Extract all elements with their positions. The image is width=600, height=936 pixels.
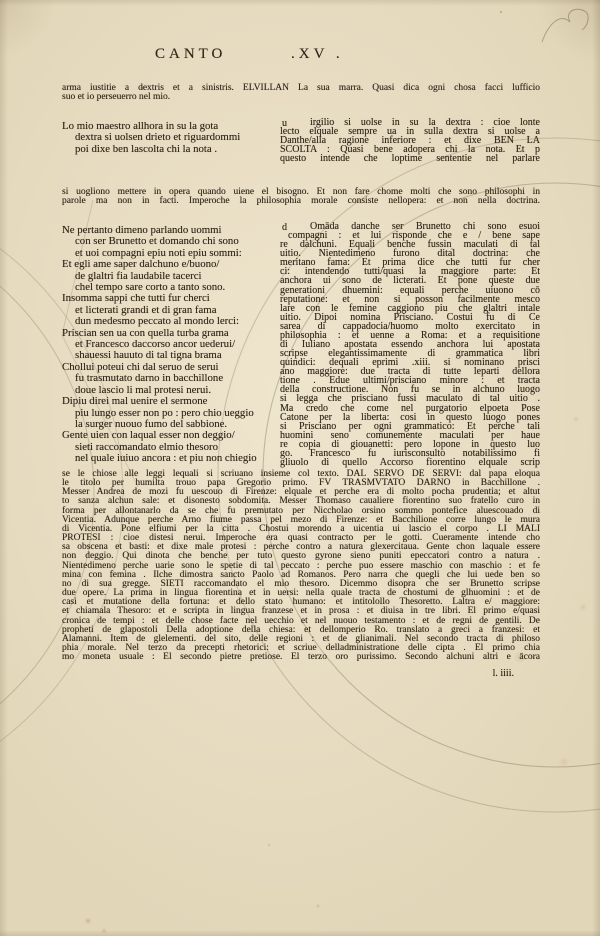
- signature-mark: l. iiii.: [492, 668, 514, 679]
- text-line: ci: intendendo tutti/quasi la maggiore parte: Et: [280, 266, 540, 278]
- text-line: dextra si uolsen drieto et riguardommi: [75, 131, 241, 144]
- text-line: shauessi hauuto di tal tigna brama: [75, 349, 222, 362]
- text-line: go. Francesco fu iurisconsulto notabilissimo fi: [280, 447, 540, 459]
- text-line: re copia di giouanetti: pero lopone in questo luo: [280, 438, 540, 450]
- text-line: lecto elquale sempre ua in sulla dextra si uolse a: [280, 126, 540, 138]
- commentary-column: [280, 118, 540, 163]
- text-line: Insomma sappi che tutti fur cherci: [62, 292, 210, 305]
- text-line: irgilio si uolse in su la dextra : cioe lonte: [310, 117, 540, 128]
- text-line: Ma credo che come nel purgatorio elpoeta Pose: [280, 402, 540, 414]
- text-line: meritano fama: Et prima dice che tutti fur cher: [280, 257, 540, 269]
- text-line: Gente uien con laqual esser non deggio/: [62, 429, 235, 442]
- text-line: et licterati grandi et di gran fama: [75, 303, 217, 316]
- text-line: due opere. La prima in lingua fiorentina et in uersi: nella quale tracta de chostumi de glhuomini : et de: [62, 588, 540, 599]
- text-line: si Prisciano per ogni grammatico: Et perche tali: [280, 420, 540, 432]
- text-line: et chiamala Thesoro: et e scripta in lingua franzese et in prosa : et diuisa in tre libri. El primo e/quasi: [62, 606, 540, 617]
- verse-and-commentary-row: [62, 222, 540, 467]
- pencil-squiggle: [542, 9, 588, 42]
- text-line: parole ma non in facti. Imperoche la philosophia morale consiste nellopera: et non nella doctrina.: [62, 196, 540, 207]
- text-line: uitio. Nientedimeno furono dital doctrina: che: [280, 248, 540, 260]
- text-line: Danthe/alla ragione inferiore : et dixe BEN LA: [280, 135, 540, 147]
- text-line: et Francesco daccorso ancor uederui/: [75, 338, 236, 351]
- text-line: compagni : et lui risponde che e / bene sape: [288, 230, 540, 242]
- text-line: re dalchuni. Equali benche fussin maculati di tal: [280, 239, 540, 251]
- text-line: Vicentia. Adunque perche Arno fiume passa pel mezo di Firenze: et Bacchilione corre lungo le mura: [62, 514, 540, 525]
- text-line: Et egli ame saper dalchuno e/buono/: [62, 258, 220, 271]
- running-title-canto: CANTO: [155, 46, 227, 62]
- signature-mark-row: [62, 663, 540, 681]
- text-line: dun medesmo peccato al mondo lerci:: [75, 315, 239, 328]
- text-line: la surger nuouo fumo del sabbione.: [75, 417, 228, 430]
- text-line: suo et io perseuerro nel mio.: [62, 92, 171, 103]
- text-line: no di sua gregge. SIETI raccomandato el mio thesoro. Dicemmo disopra che ser Brunetto scripse: [62, 578, 540, 589]
- text-line: Priscian sen ua con quella turba grama: [62, 326, 229, 339]
- text-line: tione . Edue ultimi/prisciano minore : et tracta: [280, 375, 540, 387]
- text-line: sa obscena et basti: et dixe male protesi : perche contro a natura glexercitaua. Gente chon laquale essere: [62, 542, 540, 553]
- text-line: lare con le femine caggiono piu che glaltri intale: [280, 302, 540, 314]
- text-line: Lo mio maestro allhora in su la gota: [62, 120, 219, 132]
- text-line: SCOLTA : Quasi bene adopera chi la nota. Et p: [280, 144, 540, 156]
- running-header: [0, 46, 600, 66]
- text-line: poi dixe ben lascolta chi la nota .: [75, 142, 218, 155]
- text-line: di Iuliano apostata essendo anchora lui apostata: [280, 339, 540, 351]
- text-line: Chollui poteui chi dal seruo de serui: [62, 360, 219, 373]
- text-line: Ne pertanto dimeno parlando uommi: [62, 224, 222, 236]
- commentary-continuation: [62, 188, 540, 206]
- text-line: quindici: dequali eprimi .xiii. si nominano prisci: [280, 357, 540, 369]
- text-line: de glaltri fia laudabile tacerci: [75, 269, 202, 282]
- commentary-column: [280, 222, 540, 467]
- text-line: sieti raccomandato elmio thesoro: [75, 440, 219, 453]
- text-line: se le chiose alle leggi lequali si scriuano insieme col texto. DAL SERVO DE SERVI: dal papa eloqua: [62, 469, 540, 479]
- text-line: et uoi compagni epiu noti epiu sommi:: [75, 246, 242, 259]
- verse-tercet: [62, 121, 280, 163]
- text-line: fu trasmutato darno in bacchillone: [75, 372, 224, 385]
- text-line: phia morale. Nel terzo da precepti rhetorici: et scriue delladministratione delle cipta . El primo chia: [62, 642, 540, 653]
- text-line: gliuolo di quello Accorso fiorentino elquale scrip: [280, 457, 540, 469]
- text-line: ano maggiore: due tracta di tutte leparti dellora: [280, 366, 540, 378]
- text-line: questo intende che loptime sententie nel parlare: [280, 153, 540, 165]
- text-line: chel tempo sare corto a tanto sono.: [75, 281, 226, 294]
- text-line: cronica de tempi : et delle chose facte nel uecchio et nel nuouo testamento : et de regni de gentili. De: [62, 615, 540, 626]
- text-line: arma iustitie a dextris et a sinistris. ELVILLAN La sua marra. Quasi dica ogni chosa facci lufficio: [62, 83, 540, 93]
- text-line: si legga che prisciano fussi maculato di tal uitio .: [280, 393, 540, 405]
- latin-gloss-paragraph: [62, 84, 540, 102]
- text-line: philosophia : et uenne a Roma: et a requisitione: [280, 329, 540, 341]
- text-line: anchora ui sono de licterati. Et pone queste due: [280, 275, 540, 287]
- text-line: della constructione. Non fu se in alchuno luogo: [280, 384, 540, 396]
- verse-tercets: [62, 225, 280, 467]
- text-line: piu lungo esser non po : pero chio ueggio: [75, 406, 254, 419]
- text-line: scripse elegantissimamente di grammatica libri: [280, 348, 540, 360]
- guide-letter: d: [282, 222, 287, 233]
- text-line: le titolo per humilta trouo papa Gregorio primo. FV TRASMVTATO DARNO in Bacchillone .: [62, 478, 540, 489]
- text-line: Nientedimeno perche uarie sono le spetie di tal peccato : perche puo essere maschio con maschio : et fe: [62, 560, 540, 571]
- text-line: reputatione: et non si posson facilmente mesco: [280, 293, 540, 305]
- text-line: Omāda danche ser Brunetto chi sono esuoi: [310, 221, 540, 232]
- commentary-full-width: [62, 470, 540, 662]
- text-line: generationi dhuemini: equali perche uiuono cō: [280, 284, 540, 296]
- text-line: sarea di cappadocia/huomo molto exercitato in: [280, 320, 540, 332]
- text-line: uitio. Dipoi nomina Prisciano. Costui fu di Ce: [280, 311, 540, 323]
- text-line: huomini seno comunemente maculati per haue: [280, 429, 540, 441]
- text-line: Catone per la liberta: cosi in questo luogo pones: [280, 411, 540, 423]
- verse-and-commentary-row: [62, 118, 540, 163]
- text-line: doue lascio li mal protesi nerui.: [75, 383, 212, 396]
- text-line: si uogliono mettere in opera quando uiene el bisogno. Et non fare chome molti che sono philosophi in: [62, 187, 540, 197]
- guide-letter: u: [282, 118, 287, 129]
- text-line: con ser Brunetto et domando chi sono: [75, 235, 239, 248]
- text-line: Alamanni. Item de glelementi. del sito, delle regioni : et de glianimali. Nel secondo tracta di philoso: [62, 633, 540, 644]
- text-line: Messer Andrea de mozi fu uescouo di Firenze: elquale et perche era di molto pocha prudentia; et altut: [62, 487, 540, 498]
- commentary-lines: [280, 222, 540, 467]
- text-line: to sanza alchun sale: et disonesto sobdomita. Messer Thomaso caualiere fiorentino suo fratello curo in: [62, 496, 540, 507]
- text-line: mina con femina . Ilche dimostra sancto Paolo ad Romanos. Pero narra che quegli che lui uede ben so: [62, 569, 540, 580]
- text-line: non deggio. Qui dinota che benche per tuto questo gyrone sieno puniti epeccatori contro a natura .: [62, 551, 540, 562]
- text-line: casi et mutatione della fortuna: et dello stato humano: et intitolollo Thesoretto. Laltra e/ maggiore:: [62, 597, 540, 608]
- text-line: di Vicentia. Pone elfiumi per la citta . Chostui morendo a uicentia ui lascio el corpo . LI MALI: [62, 523, 540, 534]
- text-line: PROTESI : cioe distesi nerui. Imperoche era quasi contracto per le gotti. Cueramente intende cho: [62, 533, 540, 544]
- text-line: forma per allontanarlo da se che fu premutato per Niccholao orsino sommo pontefice aluescouado di: [62, 505, 540, 516]
- running-title-number: .XV .: [291, 46, 344, 62]
- text-line: propheti de glapostoli Della adoptione della chiesa: et dellomperio Ro. translato a greci a franzesi: et: [62, 624, 540, 635]
- text-line: Dipiu direi mal uenire el sermone: [62, 395, 208, 408]
- text-line: nel quale iuiuo ancora : et piu non chiegio: [75, 452, 257, 465]
- text-line: mo moneta usuale : El secondo pietre pretiose. El terzo oro purissimo. Secondo alchuni altri e ācora: [62, 652, 540, 663]
- commentary-lines: [280, 118, 540, 163]
